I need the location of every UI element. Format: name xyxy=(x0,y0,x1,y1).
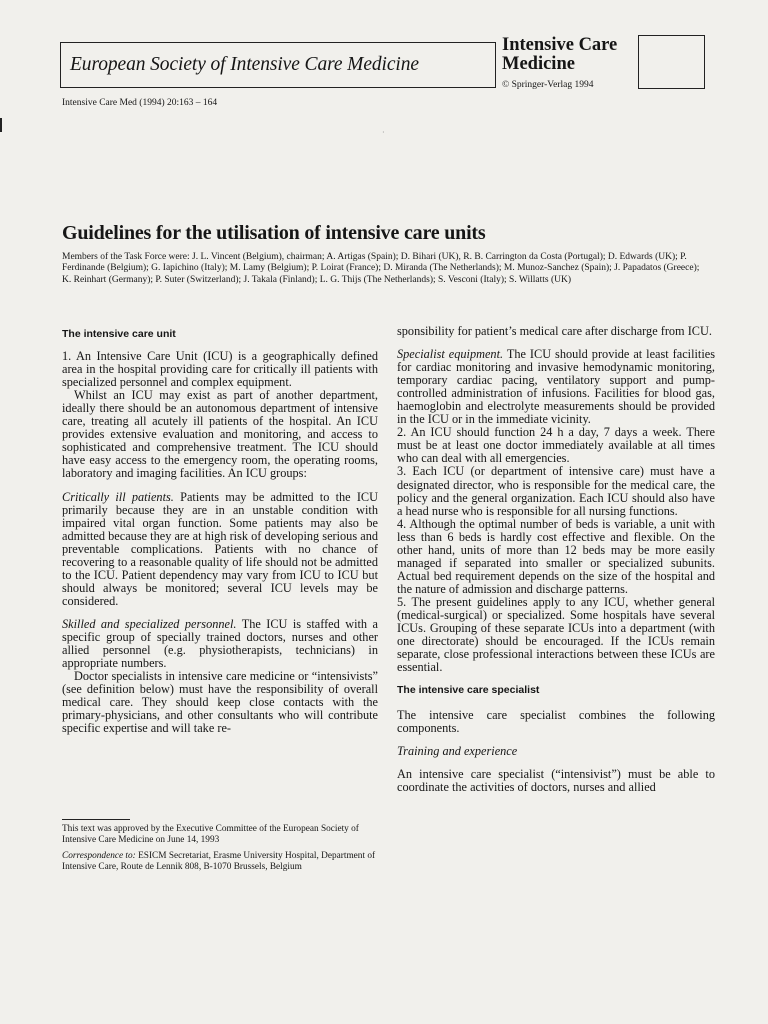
paragraph-icu-definition: 1. An Intensive Care Unit (ICU) is a geographically defined area in the hospital providing care for critically ill patients with specialized personnel and complex equipment. xyxy=(62,349,378,390)
journal-masthead xyxy=(502,36,638,90)
footnote-correspondence xyxy=(62,851,380,874)
footnote-approval: This text was approved by the Executive Committee of the European Society of Intensive Care Medicine on June 14, 1993 xyxy=(62,824,359,846)
paragraph-director: 3. Each ICU (or department of intensive care) must have a designated director, who is responsible for the medical care, the policy and the general organization. Each ICU should also have a head nurse who is responsible for all nursing functions. xyxy=(397,464,715,518)
journal-title-line1: Intensive Care xyxy=(502,35,618,55)
paragraph-icu-department: Whilst an ICU may exist as part of another department, ideally there should be an autonomous department of intensive care, treating all acutely ill patients of the hospital. An ICU provides extensive evaluation and monitoring, and access to sophisticated and comprehensive treatment. The ICU should have easy access to the emergency room, the operating rooms, laboratory and imaging facilities. An ICU groups: xyxy=(62,388,378,481)
scan-speck: · xyxy=(382,128,385,137)
paragraph-skilled-personnel xyxy=(62,618,378,670)
journal-title-line2: Medicine xyxy=(502,54,575,74)
footnote-rule xyxy=(62,819,130,820)
run-in-critically-ill: Critically ill patients. xyxy=(62,489,174,504)
footnotes xyxy=(62,824,380,878)
section-heading-specialist: The intensive care specialist xyxy=(397,684,540,697)
section-heading-icu: The intensive care unit xyxy=(62,328,176,340)
correspondence-address: ESICM Secretariat, Erasme University Hospital, Department of Intensive Care, Route de Lennik 808, B-1070 Brussels, Belgium xyxy=(62,850,376,873)
paragraph-doctor-specialists: Doctor specialists in intensive care medicine or “intensivists” (see definition below) must have the responsibility of overall medical care. They should keep close contacts with the primary-physicians, and other consultants who will contribute specific expertise and will take re- xyxy=(62,669,378,736)
right-column xyxy=(397,325,715,795)
paragraph-critically-ill xyxy=(62,491,378,608)
paragraph-guidelines-apply: 5. The present guidelines apply to any ICU, whether general (medical-surgical) or specialized. Some hospitals have several ICUs. Grouping of these separate ICUs into a department (with one directorate) should be encouraged. If the ICUs remain separate, close professional interactions between these ICUs are essential. xyxy=(397,594,715,675)
paragraph-specialist-components: The intensive care specialist combines the following components. xyxy=(397,708,715,736)
run-in-specialist-equipment: Specialist equipment. xyxy=(397,347,504,362)
text-critically-ill: Patients may be admitted to the ICU primarily because they are in an unstable condition with impaired vital organ function. Some patients may also be admitted because they are at high risk of developing serious and preventable complications. Patients with no chance of recovering to a reasonable quality of life should not be admitted to the ICU. Patient dependency may vary from ICU to ICU but should always be monitored; several ICU levels may be considered. xyxy=(62,489,379,608)
text-specialist-equipment: The ICU should provide at least facilities for cardiac monitoring and invasive hemodynamic monitoring, temporary cardiac pacing, ventilatory support and pump-controlled administration of infusions. Facilities for blood gas, haemoglobin and electrolyte measurements should be provided in the ICU or in the immediate vicinity. xyxy=(397,347,715,427)
journal-logo-box xyxy=(638,35,705,89)
article-title: Guidelines for the utilisation of intensive care units xyxy=(62,222,486,244)
left-column xyxy=(62,328,378,735)
citation-line: Intensive Care Med (1994) 20:163 – 164 xyxy=(62,98,218,108)
subheading-training: Training and experience xyxy=(397,744,518,759)
paragraph-intensivist-role: An intensive care specialist (“intensivist”) must be able to coordinate the activities of doctors, nurses and allied xyxy=(397,767,715,795)
publisher-copyright: © Springer-Verlag 1994 xyxy=(502,80,594,90)
society-name: European Society of Intensive Care Medicine xyxy=(70,54,419,75)
correspondence-label: Correspondence to: xyxy=(62,850,136,861)
paragraph-responsibility-cont: sponsibility for patient’s medical care after discharge from ICU. xyxy=(397,324,712,338)
society-banner xyxy=(60,42,496,88)
page-edge-mark xyxy=(0,118,2,132)
paragraph-specialist-equipment xyxy=(397,348,715,426)
run-in-skilled-personnel: Skilled and specialized personnel. xyxy=(62,616,237,631)
paragraph-bed-numbers: 4. Although the optimal number of beds is variable, a unit with less than 6 beds is hardly cost effective and flexible. On the other hand, units of more than 12 beds may be more easily managed if separated into smaller or specialized subunits. Actual bed requirement depends on the size of the hospital and the nature of admission and discharge patterns. xyxy=(397,516,715,596)
text-skilled-personnel: The ICU is staffed with a specific group of specially trained doctors, nurses and other allied personnel (e.g. physiotherapists, technicians) in appropriate numbers. xyxy=(62,616,378,671)
paragraph-24h-function: 2. An ICU should function 24 h a day, 7 days a week. There must be at least one doctor immediately available at all times who can deal with all emergencies. xyxy=(397,425,715,466)
task-force-members: Members of the Task Force were: J. L. Vincent (Belgium), chairman; A. Artigas (Spain); D. Bihari (UK), R. B. Carrington da Costa (Portugal); D. Edwards (UK); P. Ferdinande (Belgium); G. Iapichino (Italy); M. Lamy (Belgium); P. Loirat (France); D. Miranda (The Netherlands); M. Munoz-Sanchez (Spain); J. Papadatos (Greece); K. Reinhart (Germany); P. Suter (Switzerland); J. Takala (Finland); L. G. Thijs (The Netherlands); S. Vesconi (Italy); S. Willatts (UK) xyxy=(62,252,700,285)
